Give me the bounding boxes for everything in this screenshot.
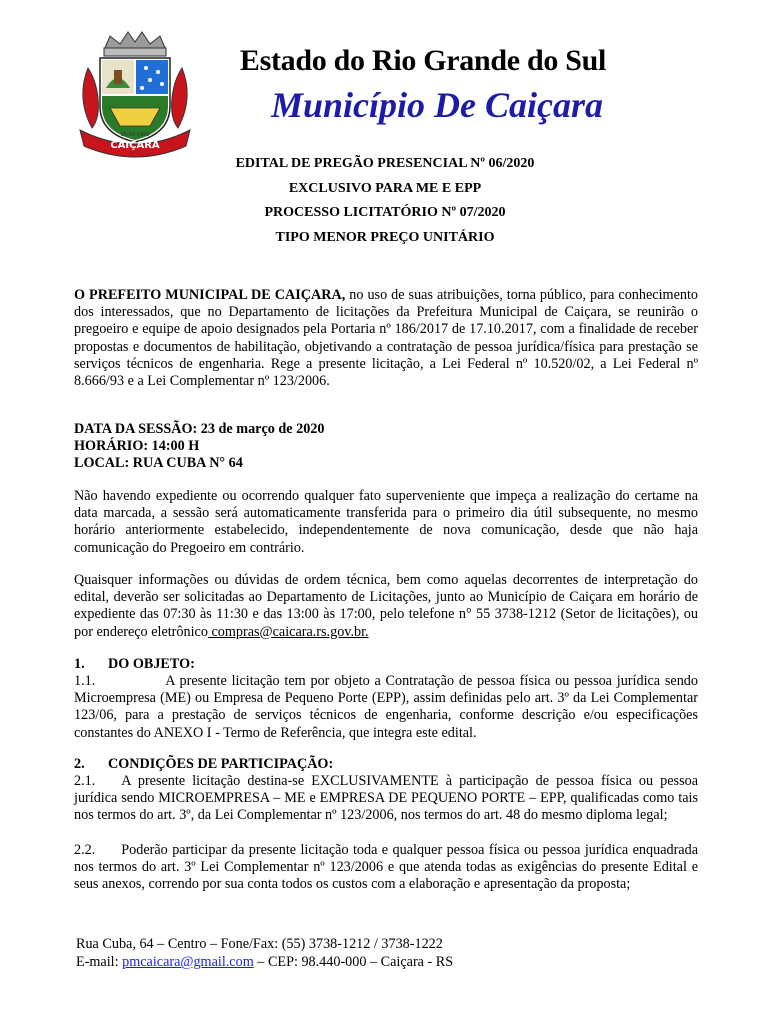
state-title: Estado do Rio Grande do Sul xyxy=(239,44,607,77)
process-heading: PROCESSO LICITATÓRIO Nº 07/2020 xyxy=(264,205,506,220)
info-text: Quaisquer informações ou dúvidas de ordem técnica, bem como aquelas decorrentes de interpretação do edital, deverão ser solicitadas ao Departamento de Licitações, junto ao Município de Caiçara em horário de expediente das 07:30 às 11:30 e das 13:00 às 17:00, pelo telefone n° 55 3738-1212 (Setor de licitações), ou por endereço eletrônico xyxy=(74,572,698,640)
intro-text: no uso de suas atribuições, torna público, para conhecimento dos interessados, que no Departamento de licitações da Prefeitura Municipal de Caiçara, se reunirão o pregoeiro e equipe de apoio designados pela Portaria nº 186/2017 de 17.10.2017, com a finalidade de receber propostas e documentos de habilitação, objetivando a contratação de pessoa jurídica/física para prestação se serviços técnicos de engenharia. Rege a presente licitação, a Lei Federal nº 10.520/02, a Lei Federal nº 8.666/93 e a Lei Complementar nº 123/2006. xyxy=(74,287,698,390)
section2-title: CONDIÇÕES DE PARTICIPAÇÃO: xyxy=(108,756,334,772)
section2-item1-number: 2.1. xyxy=(74,773,96,789)
footer-rest: – CEP: 98.440-000 – Caiçara - RS xyxy=(253,954,454,970)
section1-heading xyxy=(74,656,195,673)
intro-lead: O PREFEITO MUNICIPAL DE CAIÇARA, xyxy=(74,287,346,303)
section1-title: DO OBJETO: xyxy=(108,656,195,672)
section2-item2 xyxy=(74,842,698,894)
section2-number: 2. xyxy=(74,756,85,772)
licitacoes-email-link[interactable]: compras@caicara.rs.gov.br. xyxy=(207,623,369,640)
section2-item1-text: A presente licitação destina-se EXCLUSIVAMENTE à participação de pessoa física ou pessoa jurídica sendo MICROEMPRESA – ME e EMPRESA DE PEQUENO PORTE – EPP, qualificadas como tais nos termos do art. 3º, da Lei Complementar nº 123/2006, nos termos do art. 48 do mesmo diploma legal; xyxy=(74,773,698,824)
footer-email-label: E-mail: xyxy=(76,954,123,970)
crest-banner-text: CAIÇARA xyxy=(110,140,160,151)
crest-date: 16-05-1965 xyxy=(120,132,150,138)
footer-address: Rua Cuba, 64 – Centro – Fone/Fax: (55) 3738-1212 / 3738-1222 xyxy=(76,936,443,952)
section1-number: 1. xyxy=(74,656,85,672)
session-place: LOCAL: RUA CUBA N° 64 xyxy=(74,455,243,471)
exclusive-heading: EXCLUSIVO PARA ME E EPP xyxy=(288,181,482,196)
type-heading: TIPO MENOR PREÇO UNITÁRIO xyxy=(275,230,495,245)
section2-item2-text: Poderão participar da presente licitação toda e qualquer pessoa física ou pessoa jurídica enquadrada nos termos do art. 3º Lei Complementar nº 123/2006 e que atenda todas as exigências do presente Edital e seus anexos, correndo por sua conta todos os custos com a elaboração e apresentação da proposta; xyxy=(74,842,698,893)
session-date: DATA DA SESSÃO: 23 de março de 2020 xyxy=(74,421,325,437)
section2-item2-number: 2.2. xyxy=(74,842,96,858)
edital-heading: EDITAL DE PREGÃO PRESENCIAL Nº 06/2020 xyxy=(235,156,535,171)
section1-item-number: 1.1. xyxy=(74,673,96,689)
section1-item xyxy=(74,673,698,742)
no-service-paragraph: Não havendo expediente ou ocorrendo qualquer fato superveniente que impeça a realização do certame na data marcada, a sessão será automaticamente transferida para o primeiro dia útil subsequente, no mesmo horário anteriormente estabelecido, independentemente de nova comunicação, desde que não haja comunicação do Pregoeiro em contrário. xyxy=(74,488,698,556)
intro-paragraph xyxy=(74,287,698,390)
footer-contact xyxy=(76,954,453,972)
municipality-title: Município De Caiçara xyxy=(270,85,603,125)
section1-item-text: A presente licitação tem por objeto a Contratação de pessoa física ou pessoa jurídica sendo Microempresa (ME) ou Empresa de Pequeno Porte (EPP), assim definidas pelo art. 3º da Lei Complementar 123/06, para a prestação de serviços técnicos de engenharia, conforme descrição e/ou especificações constantes do ANEXO I - Termo de Referência, que integra este edital. xyxy=(74,673,698,741)
footer-email-link[interactable]: pmcaicara@gmail.com xyxy=(122,954,254,970)
session-time: HORÁRIO: 14:00 H xyxy=(74,438,200,454)
section2-heading xyxy=(74,756,333,773)
info-paragraph xyxy=(74,572,698,641)
section2-item1 xyxy=(74,773,698,825)
municipal-crest-icon xyxy=(70,28,200,158)
